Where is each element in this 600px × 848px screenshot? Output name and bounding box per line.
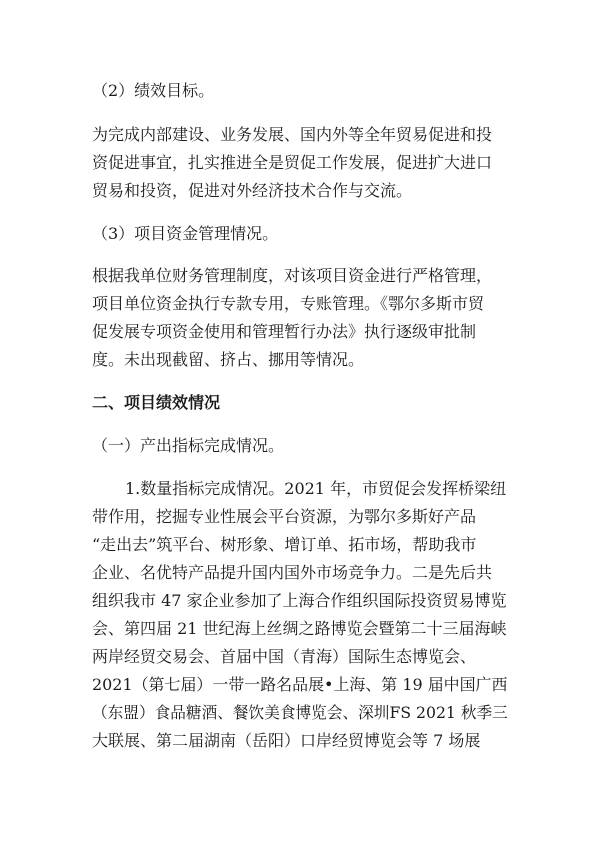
paragraph-line: 促发展专项资金使用和管理暂行办法》执行逐级审批制 <box>92 322 477 341</box>
paragraph-line: （东盟）食品糖酒、餐饮美食博览会、深圳FS 2021 秋季三 <box>92 703 508 722</box>
paragraph-line: 根据我单位财务管理制度，对该项目资金进行严格管理， <box>92 266 493 285</box>
paragraph-line: 2021（第七届）一带一路名品展•上海、第 19 届中国广西 <box>92 675 508 694</box>
paragraph-line: 为完成内部建设、业务发展、国内外等全年贸易促进和投 <box>92 125 493 144</box>
paragraph-line: 企业、名优特产品提升国内国外市场竞争力。二是先后共 <box>92 563 493 582</box>
paragraph-line: 1.数量指标完成情况。2021 年，市贸促会发挥桥梁纽 <box>125 479 507 498</box>
paragraph-line: 两岸经贸交易会、首届中国（青海）国际生态博览会、 <box>92 647 477 666</box>
paragraph-line: 会、第四届 21 世纪海上丝绸之路博览会暨第二十三届海峡 <box>92 619 507 638</box>
paragraph-line: 贸易和投资，促进对外经济技术合作与交流。 <box>92 181 413 200</box>
paragraph-line: 项目单位资金执行专款专用，专账管理。《鄂尔多斯市贸 <box>92 294 485 313</box>
paragraph-line: 资促进事宜，扎实推进全是贸促工作发展，促进扩大进口 <box>92 153 493 172</box>
paragraph-line: 大联展、第二届湖南（岳阳）口岸经贸博览会等 7 场展 <box>92 731 481 750</box>
section-3-title: （3）项目资金管理情况。 <box>92 224 279 243</box>
heading-two: 二、项目绩效情况 <box>92 393 221 412</box>
paragraph-line: 组织我市 47 家企业参加了上海合作组织国际投资贸易博览 <box>92 591 507 610</box>
subheading-one: （一）产出指标完成情况。 <box>92 436 285 455</box>
section-2-title: （2）绩效目标。 <box>92 81 215 100</box>
paragraph-line: 度。未出现截留、挤占、挪用等情况。 <box>92 350 365 369</box>
paragraph-line: 带作用，挖掘专业性展会平台资源，为鄂尔多斯好产品 <box>92 507 477 526</box>
paragraph-line: “走出去”筑平台、树形象、增订单、拓市场，帮助我市 <box>92 535 477 554</box>
